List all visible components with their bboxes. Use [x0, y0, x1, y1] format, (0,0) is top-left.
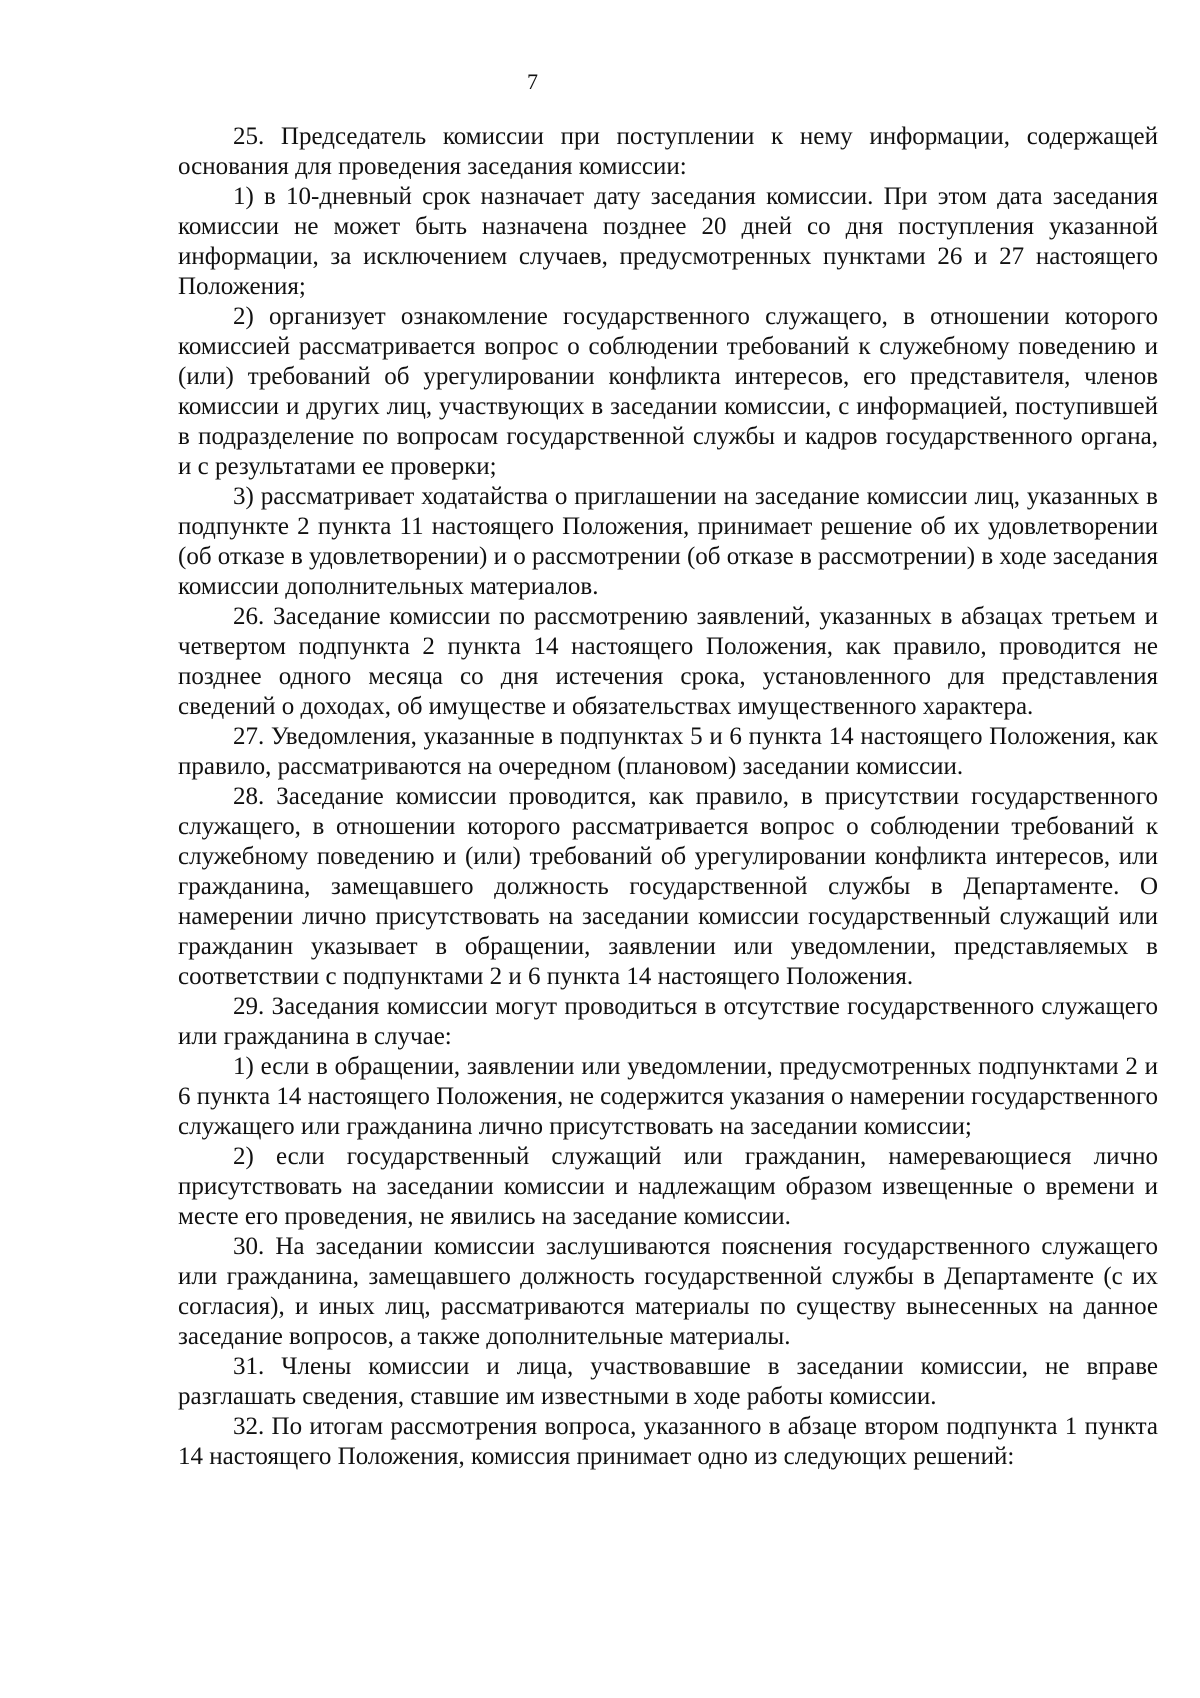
- paragraph-32: 32. По итогам рассмотрения вопроса, указанного в абзаце втором подпункта 1 пункта 14 настоящего Положения, комиссия принимает одно из следующих решений:: [178, 1413, 1158, 1470]
- paragraph-27: 27. Уведомления, указанные в подпунктах 5 и 6 пункта 14 настоящего Положения, как правило, рассматриваются на очередном (плановом) заседании комиссии.: [178, 723, 1158, 780]
- paragraph-25-item-1: 1) в 10-дневный срок назначает дату заседания комиссии. При этом дата заседания комиссии не может быть назначена позднее 20 дней со дня поступления указанной информации, за исключением случаев, предусмотренных пунктами 26 и 27 настоящего Положения;: [178, 183, 1158, 300]
- paragraph-30: 30. На заседании комиссии заслушиваются пояснения государственного служащего или гражданина, замещавшего должность государственной службы в Департаменте (с их согласия), и иных лиц, рассматриваются материалы по существу вынесенных на данное заседание вопросов, а также дополнительные материалы.: [178, 1233, 1158, 1350]
- paragraph-28: 28. Заседание комиссии проводится, как правило, в присутствии государственного служащего, в отношении которого рассматривается вопрос о соблюдении требований к служебному поведению и (или) требований об урегулировании конфликта интересов, или гражданина, замещавшего должность государственной службы в Департаменте. О намерении лично присутствовать на заседании комиссии государственный служащий или гражданин указывает в обращении, заявлении или уведомлении, представляемых в соответствии с подпунктами 2 и 6 пункта 14 настоящего Положения.: [178, 783, 1158, 990]
- paragraph-29-item-1: 1) если в обращении, заявлении или уведомлении, предусмотренных подпунктами 2 и 6 пункта 14 настоящего Положения, не содержится указания о намерении государственного служащего или гражданина лично присутствовать на заседании комиссии;: [178, 1053, 1158, 1140]
- page-number: 7: [527, 69, 538, 94]
- paragraph-26: 26. Заседание комиссии по рассмотрению заявлений, указанных в абзацах третьем и четвертом подпункта 2 пункта 14 настоящего Положения, как правило, проводится не позднее одного месяца со дня истечения срока, установленного для представления сведений о доходах, об имуществе и обязательствах имущественного характера.: [178, 603, 1158, 720]
- paragraph-25-item-2: 2) организует ознакомление государственного служащего, в отношении которого комиссией рассматривается вопрос о соблюдении требований к служебному поведению и (или) требований об урегулировании конфликта интересов, его представителя, членов комиссии и других лиц, участвующих в заседании комиссии, с информацией, поступившей в подразделение по вопросам государственной службы и кадров государственного органа, и с результатами ее проверки;: [178, 303, 1158, 480]
- paragraph-29: 29. Заседания комиссии могут проводиться в отсутствие государственного служащего или гражданина в случае:: [178, 993, 1158, 1050]
- paragraph-29-item-2: 2) если государственный служащий или гражданин, намеревающиеся лично присутствовать на заседании комиссии и надлежащим образом извещенные о времени и месте его проведения, не явились на заседание комиссии.: [178, 1143, 1158, 1230]
- paragraph-31: 31. Члены комиссии и лица, участвовавшие в заседании комиссии, не вправе разглашать сведения, ставшие им известными в ходе работы комиссии.: [178, 1353, 1158, 1410]
- paragraph-25-item-3: 3) рассматривает ходатайства о приглашении на заседание комиссии лиц, указанных в подпункте 2 пункта 11 настоящего Положения, принимает решение об их удовлетворении (об отказе в удовлетворении) и о рассмотрении (об отказе в рассмотрении) в ходе заседания комиссии дополнительных материалов.: [178, 483, 1158, 600]
- document-body: [178, 122, 1158, 1472]
- paragraph-25: 25. Председатель комиссии при поступлении к нему информации, содержащей основания для проведения заседания комиссии:: [178, 123, 1158, 180]
